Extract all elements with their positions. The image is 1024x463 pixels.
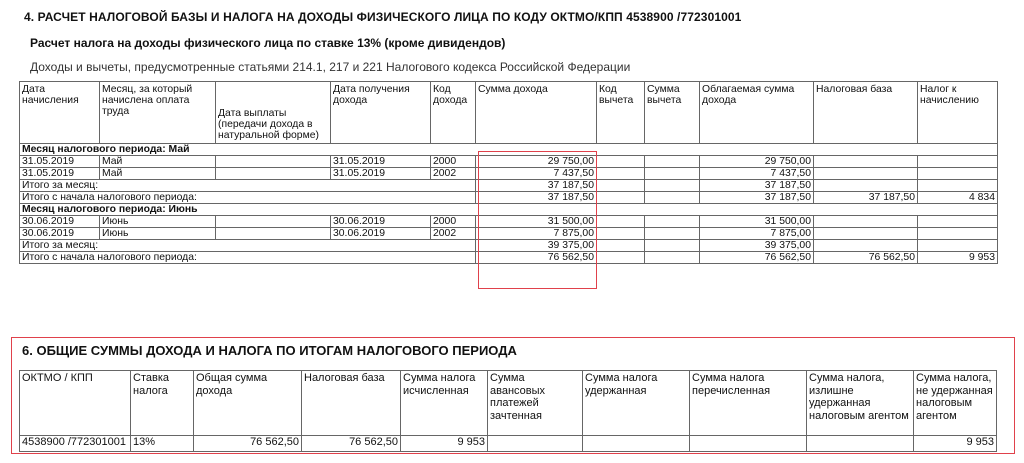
cell	[216, 228, 331, 240]
cell: 9 953	[401, 436, 488, 452]
cell: 30.06.2019	[20, 228, 100, 240]
cell	[918, 156, 998, 168]
cell	[814, 240, 918, 252]
total-taxable: 37 187,50	[700, 180, 814, 192]
cell	[597, 192, 645, 204]
cell: 2000	[431, 216, 476, 228]
col-header: Сумма вычета	[645, 82, 700, 144]
cell	[918, 180, 998, 192]
col-header: Дата получения дохода	[331, 82, 431, 144]
cell	[690, 436, 807, 452]
total-base: 37 187,50	[814, 192, 918, 204]
cell: 30.06.2019	[20, 216, 100, 228]
cell	[583, 436, 690, 452]
cell	[918, 240, 998, 252]
col-header: Код вычета	[597, 82, 645, 144]
cell: 29 750,00	[476, 156, 597, 168]
col-header: Общая сумма дохода	[194, 371, 302, 436]
cell: 31.05.2019	[20, 168, 100, 180]
total-label: Итого с начала налогового периода:	[20, 252, 476, 264]
col-header: ОКТМО / КПП	[20, 371, 131, 436]
cell	[645, 216, 700, 228]
cell	[918, 216, 998, 228]
section-4-subtitle: Расчет налога на доходы физического лица по ставке 13% (кроме дивидендов)	[30, 36, 506, 50]
cell: 31.05.2019	[331, 168, 431, 180]
totals-table	[19, 370, 997, 452]
cell: 7 875,00	[476, 228, 597, 240]
cell	[488, 436, 583, 452]
cell	[814, 216, 918, 228]
cell: Май	[100, 168, 216, 180]
cell	[216, 156, 331, 168]
col-header: Код дохода	[431, 82, 476, 144]
col-header: Сумма налога перечисленная	[690, 371, 807, 436]
cell: 29 750,00	[700, 156, 814, 168]
total-tax: 9 953	[918, 252, 998, 264]
cell: 9 953	[914, 436, 997, 452]
cell: 76 562,50	[194, 436, 302, 452]
cell	[597, 180, 645, 192]
col-header: Месяц, за который начислена оплата труда	[100, 82, 216, 144]
total-income: 76 562,50	[476, 252, 597, 264]
col-header: Сумма налога удержанная	[583, 371, 690, 436]
cell: 76 562,50	[302, 436, 401, 452]
total-income: 39 375,00	[476, 240, 597, 252]
cell	[645, 192, 700, 204]
table-header-row	[20, 371, 997, 436]
col-header: Сумма авансовых платежей зачтенная	[488, 371, 583, 436]
cell	[918, 168, 998, 180]
cell	[597, 156, 645, 168]
cell	[918, 228, 998, 240]
cell	[216, 216, 331, 228]
cell: Май	[100, 156, 216, 168]
cell	[645, 228, 700, 240]
table-header-row	[20, 82, 998, 144]
cell: 30.06.2019	[331, 228, 431, 240]
cell: 2000	[431, 156, 476, 168]
total-taxable: 37 187,50	[700, 192, 814, 204]
col-header: Налог к начислению	[918, 82, 998, 144]
month-label: Месяц налогового периода: Июнь	[20, 204, 998, 216]
col-header: Облагаемая сумма дохода	[700, 82, 814, 144]
cell	[645, 168, 700, 180]
cell: 7 437,50	[476, 168, 597, 180]
cell: 31.05.2019	[331, 156, 431, 168]
income-column-highlight	[478, 151, 597, 289]
col-header: Дата начисления	[20, 82, 100, 144]
cell	[597, 168, 645, 180]
month-label: Месяц налогового периода: Май	[20, 144, 998, 156]
cell	[597, 252, 645, 264]
cell	[814, 156, 918, 168]
col-header: Сумма налога, не удержанная налоговым агентом	[914, 371, 997, 436]
cell	[814, 228, 918, 240]
cell	[597, 216, 645, 228]
cell: 2002	[431, 228, 476, 240]
col-header: Дата выплаты (передачи дохода в натуральной форме)	[216, 82, 331, 144]
cell	[645, 252, 700, 264]
total-income: 37 187,50	[476, 180, 597, 192]
cell: 13%	[131, 436, 194, 452]
cell	[807, 436, 914, 452]
cell: 7 437,50	[700, 168, 814, 180]
cell	[216, 168, 331, 180]
col-header: Налоговая база	[814, 82, 918, 144]
cell	[645, 240, 700, 252]
total-tax: 4 834	[918, 192, 998, 204]
cell: 31 500,00	[476, 216, 597, 228]
cell	[597, 228, 645, 240]
cell: 4538900 /772301001	[20, 436, 131, 452]
cell: 30.06.2019	[331, 216, 431, 228]
col-header: Сумма налога, излишне удержанная налоговым агентом	[807, 371, 914, 436]
col-header: Налоговая база	[302, 371, 401, 436]
col-header: Сумма налога исчисленная	[401, 371, 488, 436]
cell	[645, 180, 700, 192]
cell	[645, 156, 700, 168]
section-4-title: 4. РАСЧЕТ НАЛОГОВОЙ БАЗЫ И НАЛОГА НА ДОХОДЫ ФИЗИЧЕСКОГО ЛИЦА ПО КОДУ ОКТМО/КПП 4538900 /772301001	[24, 10, 742, 24]
cell	[814, 168, 918, 180]
cell: Июнь	[100, 216, 216, 228]
col-header: Сумма дохода	[476, 82, 597, 144]
total-label: Итого за месяц:	[20, 180, 476, 192]
section-4-note: Доходы и вычеты, предусмотренные статьями 214.1, 217 и 221 Налогового кодекса Российской Федерации	[30, 60, 631, 74]
total-base: 76 562,50	[814, 252, 918, 264]
cell: 7 875,00	[700, 228, 814, 240]
total-taxable: 39 375,00	[700, 240, 814, 252]
cell	[814, 180, 918, 192]
cell: 2002	[431, 168, 476, 180]
total-taxable: 76 562,50	[700, 252, 814, 264]
total-label: Итого с начала налогового периода:	[20, 192, 476, 204]
total-income: 37 187,50	[476, 192, 597, 204]
cell: 31.05.2019	[20, 156, 100, 168]
table-row	[20, 436, 997, 452]
cell: Июнь	[100, 228, 216, 240]
cell	[597, 240, 645, 252]
col-header: Ставка налога	[131, 371, 194, 436]
total-label: Итого за месяц:	[20, 240, 476, 252]
cell: 31 500,00	[700, 216, 814, 228]
section-6-title: 6. ОБЩИЕ СУММЫ ДОХОДА И НАЛОГА ПО ИТОГАМ НАЛОГОВОГО ПЕРИОДА	[22, 343, 517, 358]
